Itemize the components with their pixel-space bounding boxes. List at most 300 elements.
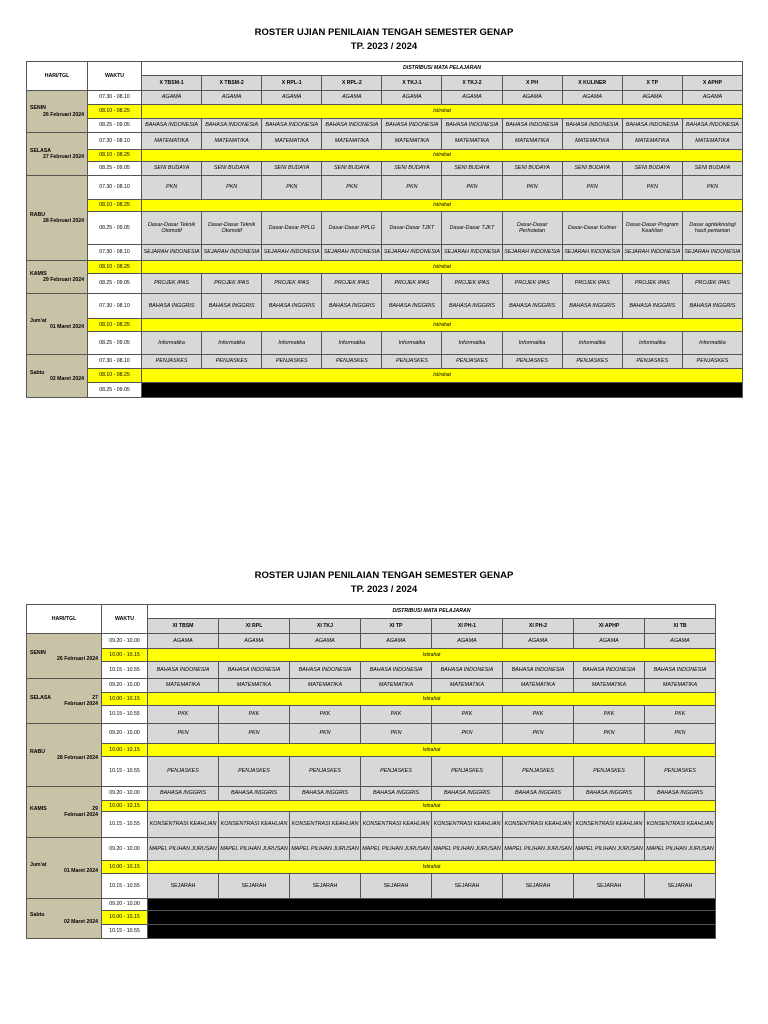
subject-cell: SEJARAH [290, 874, 361, 899]
subject-cell: SEJARAH [219, 874, 290, 899]
time-slot: 10.00 - 10.15 [102, 744, 148, 757]
subject-cell: BAHASA INDONESIA [148, 662, 219, 679]
day-date: 27 Februari 2024 [43, 154, 84, 160]
subject-cell: MATEMATIKA [142, 133, 202, 150]
subject-cell: PKK [432, 706, 503, 724]
subject-cell: PENJASKES [432, 757, 503, 787]
subject-cell: AGAMA [382, 91, 442, 105]
class-header: XI TP [361, 619, 432, 634]
subject-cell: PKK [645, 706, 716, 724]
subject-cell: PENJASKES [562, 355, 622, 369]
subject-cell: SENI BUDAYA [142, 162, 202, 176]
time-slot: 09.20 - 10.00 [102, 724, 148, 744]
day-cell [27, 899, 102, 939]
subject-cell: SEJARAH INDONESIA [202, 245, 262, 261]
subject-cell: PKN [574, 724, 645, 744]
day-date: 29 Februari 2024 [43, 277, 84, 283]
day-name: SENIN [30, 105, 46, 112]
subject-cell: MATEMATIKA [622, 133, 682, 150]
subject-cell: AGAMA [432, 634, 503, 649]
time-slot: 08.25 - 09.05 [88, 162, 142, 176]
subject-cell: MATEMATIKA [432, 679, 503, 693]
time-slot: 10.00 - 10.15 [102, 801, 148, 812]
subject-cell: MATEMATIKA [574, 679, 645, 693]
subject-cell: BAHASA INDONESIA [262, 119, 322, 133]
subject-cell: PROJEK IPAS [382, 274, 442, 294]
time-slot: 08.25 - 09.05 [88, 274, 142, 294]
subject-cell: KONSENTRASI KEAHLIAN [148, 812, 219, 838]
day-date: 26 Februari 2024 [43, 111, 84, 118]
subject-cell: BAHASA INGGRIS [148, 787, 219, 801]
subject-cell: PKK [574, 706, 645, 724]
day-date: 28 Februari 2024 [57, 755, 98, 761]
subject-cell: BAHASA INDONESIA [502, 119, 562, 133]
day-name: Sabtu [30, 369, 45, 376]
time-slot: 08.25 - 09.05 [88, 119, 142, 133]
subject-cell: Dasar-Dasar Teknik Otomotif [202, 212, 262, 245]
subject-cell: Dasar-Dasar Perhotelan [502, 212, 562, 245]
subject-cell: BAHASA INDONESIA [382, 119, 442, 133]
subject-cell: Informatika [322, 332, 382, 355]
subject-cell: BAHASA INDONESIA [574, 662, 645, 679]
subject-cell: BAHASA INGGRIS [219, 787, 290, 801]
subject-cell: SEJARAH [645, 874, 716, 899]
time-slot: 10.15 - 10.55 [102, 757, 148, 787]
subject-cell: BAHASA INDONESIA [219, 662, 290, 679]
subject-cell: BAHASA INGGRIS [290, 787, 361, 801]
roster2-title-line2: TP. 2023 / 2024 [350, 584, 418, 595]
subject-cell: PROJEK IPAS [142, 274, 202, 294]
subject-cell: Informatika [622, 332, 682, 355]
time-slot: 07.30 - 08.10 [88, 176, 142, 200]
subject-cell: MATEMATIKA [382, 133, 442, 150]
class-header: X TKJ-1 [382, 76, 442, 91]
subject-cell: PENJASKES [262, 355, 322, 369]
time-slot: 10.00 - 10.15 [102, 861, 148, 874]
day-name: KAMIS [30, 270, 47, 277]
subject-cell: AGAMA [202, 91, 262, 105]
day-name: Jum'at [30, 861, 47, 868]
subject-cell: MATEMATIKA [262, 133, 322, 150]
day-cell [27, 634, 102, 679]
day-cell [27, 679, 102, 724]
subject-cell: Informatika [442, 332, 502, 355]
subject-cell: PKN [502, 176, 562, 200]
subject-cell: PKN [432, 724, 503, 744]
time-slot: 09.20 - 10.00 [102, 634, 148, 649]
time-slot: 07.30 - 08.10 [88, 245, 142, 261]
subject-cell: PKK [361, 706, 432, 724]
subject-cell: PENJASKES [142, 355, 202, 369]
subject-cell: PENJASKES [148, 757, 219, 787]
subject-cell: Dasar-Dasar PPLG [322, 212, 382, 245]
subject-cell: PROJEK IPAS [562, 274, 622, 294]
subject-cell: SEJARAH [361, 874, 432, 899]
time-slot: 10.15 - 10.55 [102, 662, 148, 679]
time-slot: 08.25 - 09.05 [88, 212, 142, 245]
subject-cell: PENJASKES [645, 757, 716, 787]
subject-cell: PKN [322, 176, 382, 200]
subject-cell: PROJEK IPAS [322, 274, 382, 294]
subject-cell: AGAMA [290, 634, 361, 649]
subject-cell: AGAMA [503, 634, 574, 649]
subject-cell: SENI BUDAYA [382, 162, 442, 176]
subject-cell: AGAMA [142, 91, 202, 105]
subject-cell: MAPEL PILIHAN JURUSAN [645, 838, 716, 861]
subject-cell: MAPEL PILIHAN JURUSAN [361, 838, 432, 861]
subject-cell: KONSENTRASI KEAHLIAN [219, 812, 290, 838]
class-header: X TBSM-1 [142, 76, 202, 91]
subject-cell: PKN [219, 724, 290, 744]
time-slot: 08.25 - 09.05 [88, 383, 142, 398]
subject-cell: PENJASKES [503, 757, 574, 787]
subject-cell: PENJASKES [202, 355, 262, 369]
subject-cell: BAHASA INGGRIS [682, 294, 742, 319]
day-name: Sabtu [30, 912, 45, 919]
break-cell: Istirahat [142, 369, 743, 383]
subject-cell: PKN [562, 176, 622, 200]
subject-cell: BAHASA INGGRIS [442, 294, 502, 319]
subject-cell: Informatika [262, 332, 322, 355]
class-header: XI TB [645, 619, 716, 634]
subject-cell: Dasar agriteknologi hasil pertanian [682, 212, 742, 245]
subject-cell: SEJARAH [148, 874, 219, 899]
time-slot: 07.30 - 08.10 [88, 294, 142, 319]
subject-cell: MATEMATIKA [202, 133, 262, 150]
subject-cell: SEJARAH [432, 874, 503, 899]
break-cell: Istirahat [148, 693, 716, 706]
class-header: X TP [622, 76, 682, 91]
subject-cell: PROJEK IPAS [262, 274, 322, 294]
subject-cell: PROJEK IPAS [202, 274, 262, 294]
class-header: XI PH-1 [432, 619, 503, 634]
subject-cell: MATEMATIKA [645, 679, 716, 693]
class-header: XI RPL [219, 619, 290, 634]
day-date-2: Februari 2024 [64, 701, 98, 707]
day-name: SELASA [30, 147, 52, 154]
roster1-table [26, 61, 743, 398]
day-name: SENIN [30, 649, 46, 656]
time-slot: 08.10 - 08.25 [88, 200, 142, 212]
subject-cell: PKK [290, 706, 361, 724]
subject-cell: Informatika [562, 332, 622, 355]
roster1-title-line1: ROSTER UJIAN PENILAIAN TENGAH SEMESTER GENAP [254, 27, 514, 38]
day-name: RABU [30, 748, 45, 755]
subject-cell: PKN [645, 724, 716, 744]
subject-cell: MATEMATIKA [290, 679, 361, 693]
subject-cell: MAPEL PILIHAN JURUSAN [148, 838, 219, 861]
subject-cell: SENI BUDAYA [502, 162, 562, 176]
subject-cell: MATEMATIKA [682, 133, 742, 150]
break-cell: Istirahat [142, 150, 743, 162]
day-date: 01 Maret 2024 [49, 324, 84, 330]
subject-cell: SEJARAH INDONESIA [322, 245, 382, 261]
subject-cell: Dasar-Dasar Kuliner [562, 212, 622, 245]
time-slot: 07.30 - 08.10 [88, 355, 142, 369]
col-header-day: HARI/TGL [27, 62, 88, 91]
break-cell: Istirahat [142, 105, 743, 119]
subject-cell: MATEMATIKA [148, 679, 219, 693]
subject-cell: BAHASA INGGRIS [382, 294, 442, 319]
subject-cell: BAHASA INGGRIS [622, 294, 682, 319]
blank-block [148, 925, 716, 939]
time-slot: 08.25 - 09.05 [88, 332, 142, 355]
time-slot: 10.15 - 10.55 [102, 874, 148, 899]
subject-cell: BAHASA INDONESIA [442, 119, 502, 133]
subject-cell: KONSENTRASI KEAHLIAN [432, 812, 503, 838]
subject-cell: AGAMA [682, 91, 742, 105]
time-slot: 10.15 - 10.55 [102, 925, 148, 939]
day-date: 01 Maret 2024 [63, 868, 98, 874]
break-cell: Istirahat [148, 649, 716, 662]
time-slot: 10.00 - 10.15 [102, 911, 148, 925]
subject-cell: KONSENTRASI KEAHLIAN [290, 812, 361, 838]
break-cell: Istirahat [142, 319, 743, 332]
col-header-distribution: DISTRIBUSI MATA PELAJARAN [148, 605, 716, 619]
time-slot: 08.10 - 08.25 [88, 150, 142, 162]
subject-cell: AGAMA [574, 634, 645, 649]
subject-cell: Dasar-Dasar TJKT [442, 212, 502, 245]
time-slot: 08.10 - 08.25 [88, 319, 142, 332]
subject-cell: BAHASA INDONESIA [562, 119, 622, 133]
blank-block [142, 383, 743, 398]
time-slot: 09.20 - 10.00 [102, 899, 148, 911]
subject-cell: BAHASA INDONESIA [361, 662, 432, 679]
subject-cell: PKN [148, 724, 219, 744]
class-header: X TKJ-2 [442, 76, 502, 91]
subject-cell: Informatika [382, 332, 442, 355]
subject-cell: SEJARAH INDONESIA [562, 245, 622, 261]
subject-cell: PENJASKES [574, 757, 645, 787]
day-name: RABU [30, 211, 45, 218]
subject-cell: MATEMATIKA [503, 679, 574, 693]
subject-cell: SEJARAH INDONESIA [622, 245, 682, 261]
subject-cell: PKK [148, 706, 219, 724]
class-header: X TBSM-2 [202, 76, 262, 91]
subject-cell: Dasar-Dasar Teknik Otomotif [142, 212, 202, 245]
time-slot: 08.10 - 08.25 [88, 369, 142, 383]
class-header: XI PH-2 [503, 619, 574, 634]
subject-cell: MATEMATIKA [219, 679, 290, 693]
subject-cell: AGAMA [645, 634, 716, 649]
day-cell [27, 724, 102, 787]
class-header: XI TKJ [290, 619, 361, 634]
subject-cell: AGAMA [148, 634, 219, 649]
subject-cell: SENI BUDAYA [262, 162, 322, 176]
day-cell [27, 355, 88, 398]
subject-cell: BAHASA INDONESIA [682, 119, 742, 133]
subject-cell: AGAMA [262, 91, 322, 105]
subject-cell: PROJEK IPAS [682, 274, 742, 294]
day-cell [27, 91, 88, 133]
subject-cell: BAHASA INDONESIA [202, 119, 262, 133]
subject-cell: SEJARAH INDONESIA [142, 245, 202, 261]
day-cell [27, 838, 102, 899]
subject-cell: AGAMA [361, 634, 432, 649]
subject-cell: PKN [442, 176, 502, 200]
subject-cell: AGAMA [562, 91, 622, 105]
subject-cell: MATEMATIKA [361, 679, 432, 693]
subject-cell: BAHASA INGGRIS [502, 294, 562, 319]
day-cell [27, 133, 88, 176]
subject-cell: BAHASA INDONESIA [290, 662, 361, 679]
subject-cell: PENJASKES [219, 757, 290, 787]
subject-cell: PKN [503, 724, 574, 744]
blank-block [148, 911, 716, 925]
subject-cell: BAHASA INGGRIS [562, 294, 622, 319]
day-date: 29 [92, 805, 98, 812]
subject-cell: BAHASA INGGRIS [645, 787, 716, 801]
subject-cell: SENI BUDAYA [442, 162, 502, 176]
subject-cell: PKN [202, 176, 262, 200]
subject-cell: PROJEK IPAS [442, 274, 502, 294]
subject-cell: BAHASA INGGRIS [574, 787, 645, 801]
subject-cell: BAHASA INDONESIA [503, 662, 574, 679]
subject-cell: PENJASKES [361, 757, 432, 787]
roster2-title-line1: ROSTER UJIAN PENILAIAN TENGAH SEMESTER GENAP [254, 570, 514, 581]
day-date: 26 Februari 2024 [57, 656, 98, 662]
class-header: XI TBSM [148, 619, 219, 634]
subject-cell: PKN [290, 724, 361, 744]
subject-cell: SENI BUDAYA [682, 162, 742, 176]
subject-cell: BAHASA INDONESIA [432, 662, 503, 679]
break-cell: Istirahat [142, 200, 743, 212]
subject-cell: BAHASA INGGRIS [262, 294, 322, 319]
subject-cell: SEJARAH INDONESIA [382, 245, 442, 261]
subject-cell: KONSENTRASI KEAHLIAN [645, 812, 716, 838]
break-cell: Istirahat [148, 801, 716, 812]
subject-cell: MATEMATIKA [562, 133, 622, 150]
col-header-day: HARI/TGL [27, 605, 102, 634]
col-header-time: WAKTU [88, 62, 142, 91]
subject-cell: MAPEL PILIHAN JURUSAN [574, 838, 645, 861]
subject-cell: SEJARAH [503, 874, 574, 899]
break-cell: Istirahat [142, 261, 743, 274]
subject-cell: PROJEK IPAS [622, 274, 682, 294]
subject-cell: BAHASA INDONESIA [322, 119, 382, 133]
subject-cell: AGAMA [622, 91, 682, 105]
day-date: 27 [92, 694, 98, 701]
subject-cell: KONSENTRASI KEAHLIAN [503, 812, 574, 838]
subject-cell: SEJARAH INDONESIA [442, 245, 502, 261]
subject-cell: PROJEK IPAS [502, 274, 562, 294]
subject-cell: Informatika [682, 332, 742, 355]
col-header-time: WAKTU [102, 605, 148, 634]
subject-cell: PKN [682, 176, 742, 200]
subject-cell: SENI BUDAYA [322, 162, 382, 176]
class-header: X KULINER [562, 76, 622, 91]
subject-cell: Informatika [142, 332, 202, 355]
class-header: XI APHP [574, 619, 645, 634]
time-slot: 08.10 - 08.25 [88, 261, 142, 274]
subject-cell: PKN [142, 176, 202, 200]
subject-cell: Dasar-Dasar Program Keahlian [622, 212, 682, 245]
day-cell [27, 261, 88, 294]
class-header: X PH [502, 76, 562, 91]
subject-cell: MATEMATIKA [322, 133, 382, 150]
time-slot: 09.20 - 10.00 [102, 838, 148, 861]
subject-cell: PENJASKES [682, 355, 742, 369]
subject-cell: PENJASKES [322, 355, 382, 369]
subject-cell: PENJASKES [290, 757, 361, 787]
col-header-distribution: DISTRIBUSI MATA PELAJARAN [142, 62, 743, 76]
break-cell: Istirahat [148, 744, 716, 757]
break-cell: Istirahat [148, 861, 716, 874]
time-slot: 10.15 - 10.55 [102, 706, 148, 724]
subject-cell: BAHASA INGGRIS [432, 787, 503, 801]
subject-cell: PKN [382, 176, 442, 200]
subject-cell: Dasar-Dasar TJKT [382, 212, 442, 245]
roster1-title-line2: TP. 2023 / 2024 [350, 41, 418, 52]
subject-cell: BAHASA INDONESIA [142, 119, 202, 133]
subject-cell: MATEMATIKA [502, 133, 562, 150]
subject-cell: SEJARAH INDONESIA [502, 245, 562, 261]
day-name: Jum'at [30, 317, 47, 324]
subject-cell: PKN [622, 176, 682, 200]
day-date: 02 Maret 2024 [49, 376, 84, 382]
subject-cell: KONSENTRASI KEAHLIAN [574, 812, 645, 838]
subject-cell: BAHASA INGGRIS [142, 294, 202, 319]
subject-cell: MAPEL PILIHAN JURUSAN [219, 838, 290, 861]
subject-cell: MAPEL PILIHAN JURUSAN [290, 838, 361, 861]
day-name: SELASA [30, 694, 52, 701]
subject-cell: SEJARAH INDONESIA [682, 245, 742, 261]
subject-cell: BAHASA INDONESIA [645, 662, 716, 679]
subject-cell: SEJARAH [574, 874, 645, 899]
subject-cell: MATEMATIKA [442, 133, 502, 150]
subject-cell: MAPEL PILIHAN JURUSAN [432, 838, 503, 861]
subject-cell: SENI BUDAYA [562, 162, 622, 176]
subject-cell: AGAMA [502, 91, 562, 105]
subject-cell: PKN [262, 176, 322, 200]
subject-cell: BAHASA INGGRIS [503, 787, 574, 801]
subject-cell: SEJARAH INDONESIA [262, 245, 322, 261]
day-date: 28 Februari 2024 [43, 218, 84, 224]
subject-cell: Informatika [502, 332, 562, 355]
blank-block [148, 899, 716, 911]
day-cell [27, 787, 102, 838]
subject-cell: BAHASA INDONESIA [622, 119, 682, 133]
day-cell [27, 294, 88, 355]
subject-cell: PENJASKES [382, 355, 442, 369]
subject-cell: PKK [503, 706, 574, 724]
subject-cell: Informatika [202, 332, 262, 355]
subject-cell: PENJASKES [502, 355, 562, 369]
subject-cell: BAHASA INGGRIS [361, 787, 432, 801]
day-date-2: Februari 2024 [64, 812, 98, 818]
subject-cell: SENI BUDAYA [622, 162, 682, 176]
day-date: 02 Maret 2024 [63, 918, 98, 925]
day-cell [27, 176, 88, 261]
time-slot: 10.00 - 10.15 [102, 649, 148, 662]
subject-cell: PENJASKES [442, 355, 502, 369]
roster2-table [26, 604, 716, 939]
time-slot: 07.30 - 08.10 [88, 133, 142, 150]
day-name: KAMIS [30, 805, 47, 812]
class-header: X RPL-1 [262, 76, 322, 91]
class-header: X APHP [682, 76, 742, 91]
time-slot: 09.20 - 10.00 [102, 787, 148, 801]
subject-cell: BAHASA INGGRIS [202, 294, 262, 319]
subject-cell: PKK [219, 706, 290, 724]
subject-cell: PKN [361, 724, 432, 744]
time-slot: 10.00 - 10.15 [102, 693, 148, 706]
subject-cell: AGAMA [322, 91, 382, 105]
time-slot: 08.10 - 08.25 [88, 105, 142, 119]
subject-cell: SENI BUDAYA [202, 162, 262, 176]
time-slot: 10.15 - 10.55 [102, 812, 148, 838]
time-slot: 07.30 - 08.10 [88, 91, 142, 105]
